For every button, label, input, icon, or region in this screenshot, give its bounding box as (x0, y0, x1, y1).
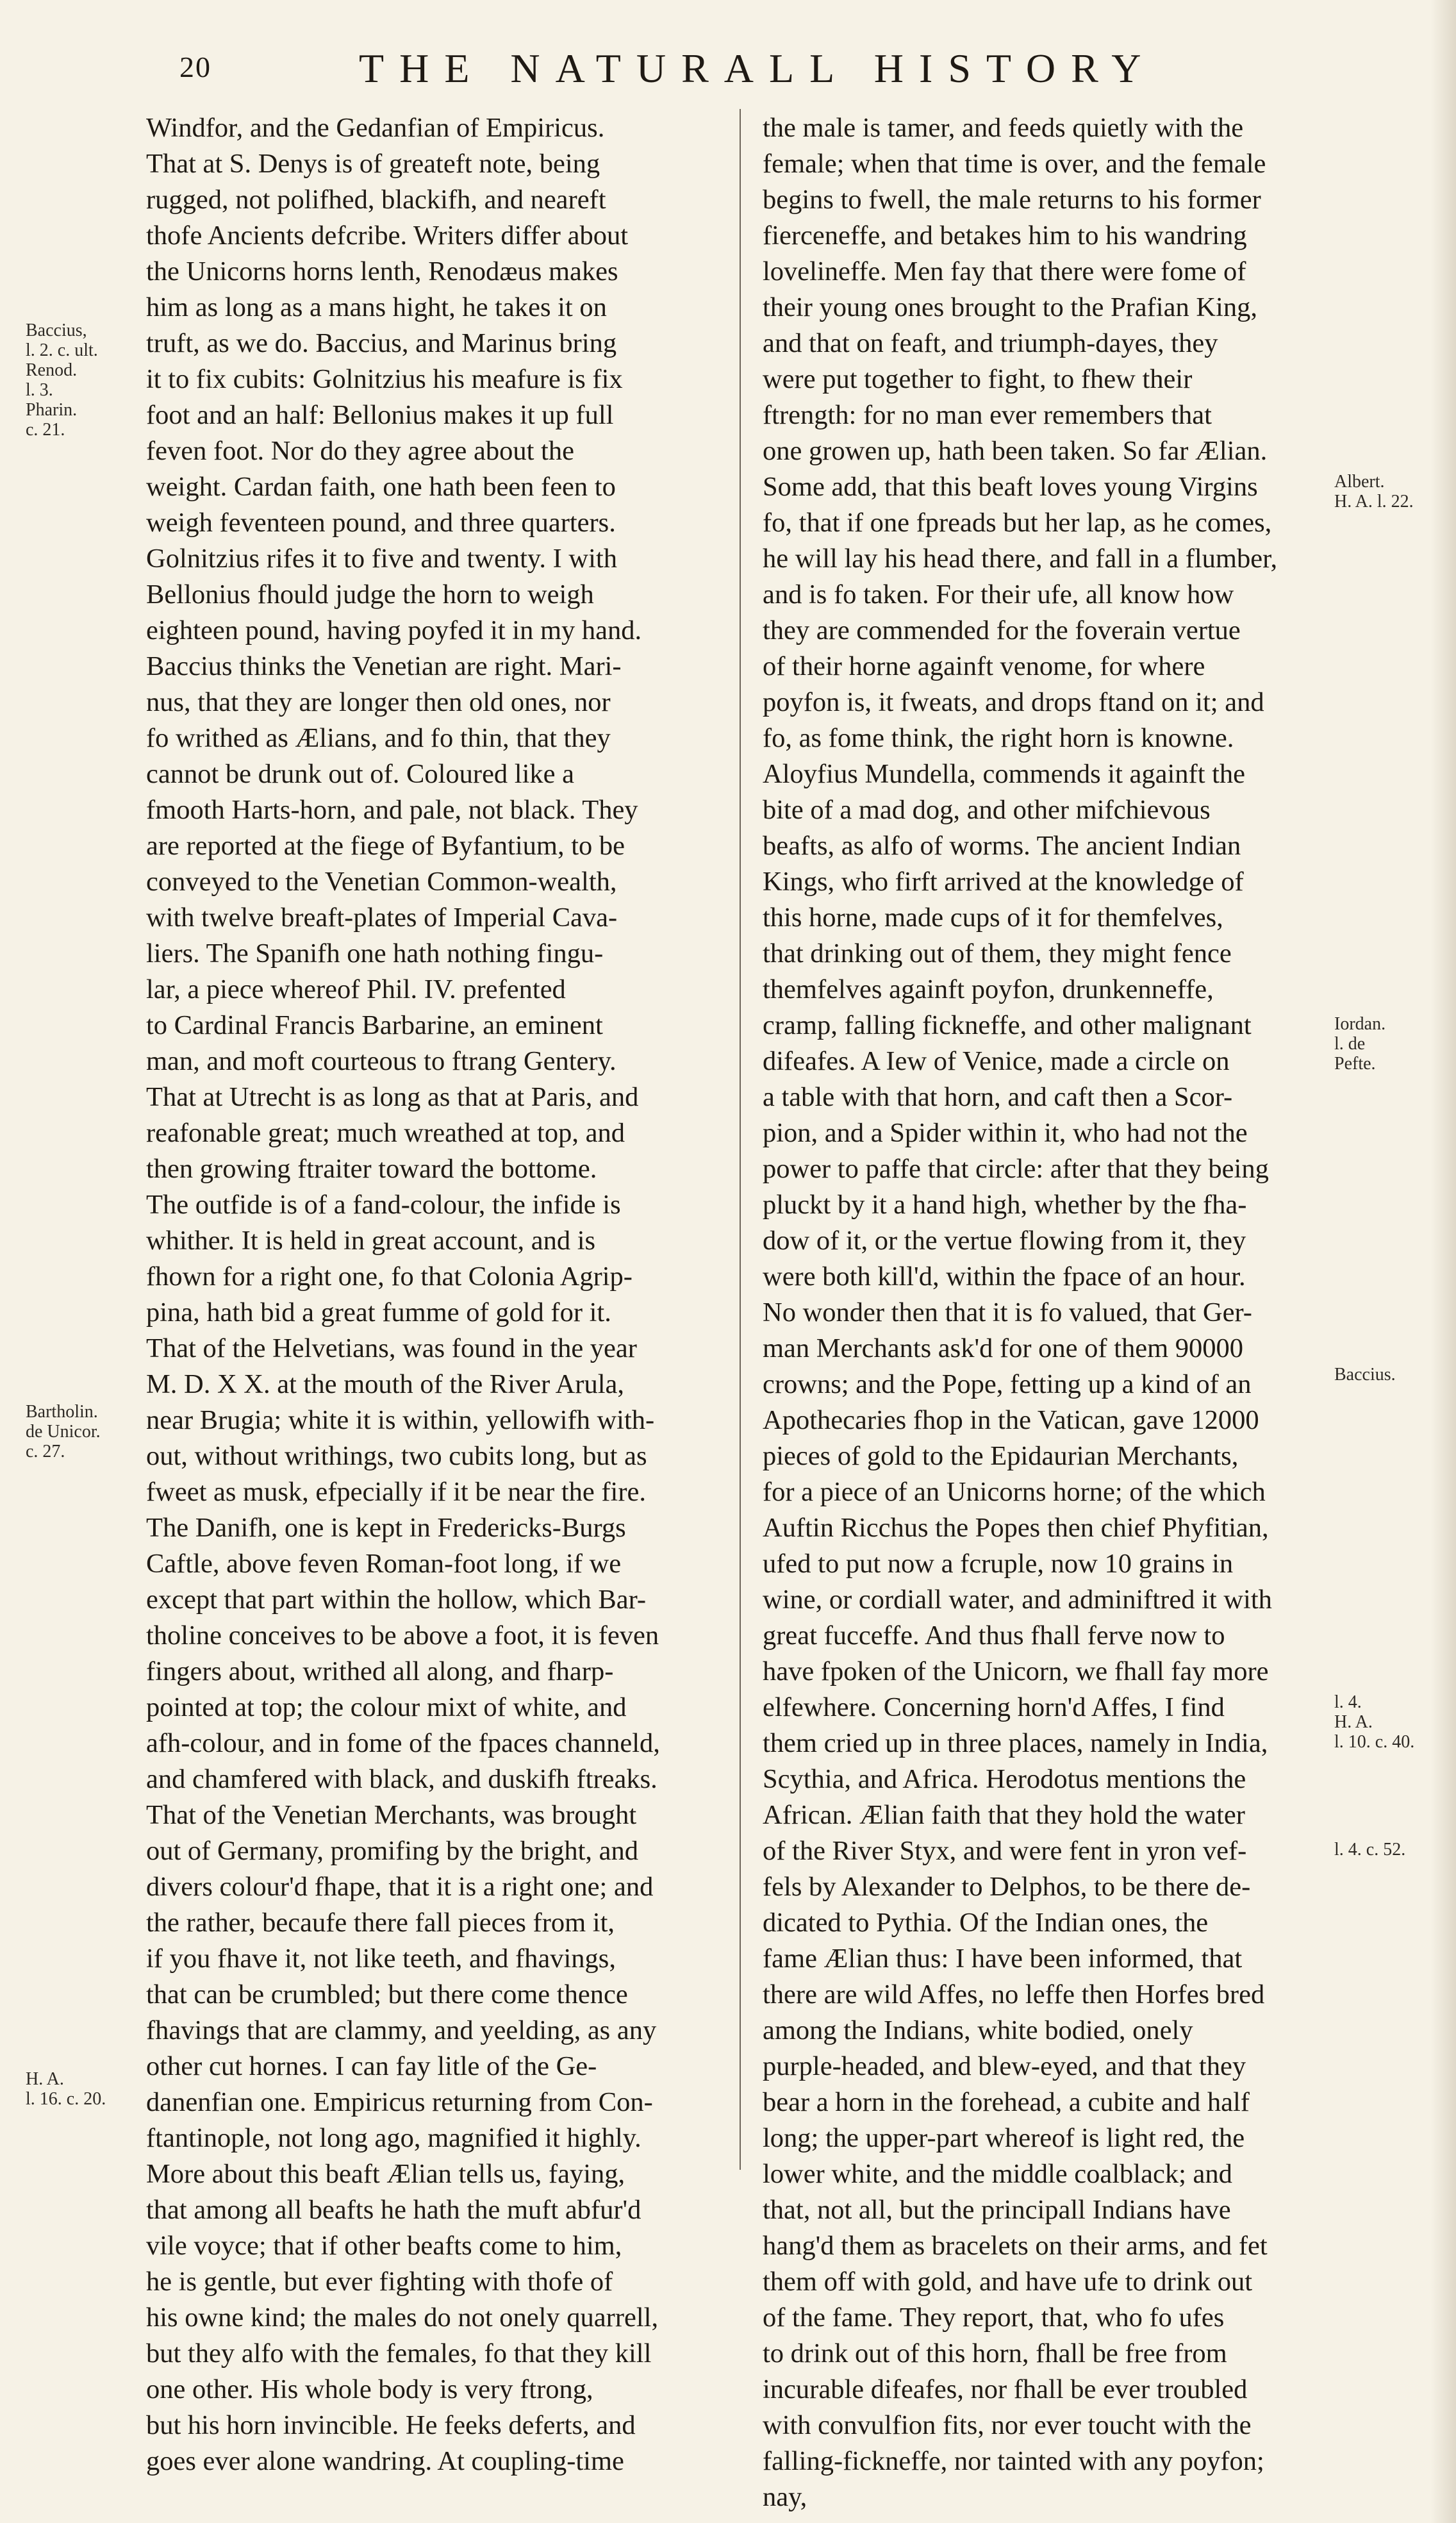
text-line: Bellonius fhould judge the horn to weigh (146, 579, 594, 610)
text-line: pina, hath bid a great fumme of gold for it. (146, 1297, 611, 1328)
text-line: hang'd them as bracelets on their arms, and fet (763, 2231, 1268, 2261)
text-line: great fucceffe. And thus fhall ferve now to (763, 1620, 1225, 1651)
text-line: him as long as a mans hight, he takes it on (146, 292, 607, 322)
text-line: ftrength: for no man ever remembers that (763, 400, 1212, 430)
text-line: fmooth Harts-horn, and pale, not black. They (146, 795, 638, 825)
text-line: of the fame. They report, that, who fo ufes (763, 2302, 1225, 2333)
text-line: weigh feventeen pound, and three quarters. (146, 508, 616, 538)
text-line: The Danifh, one is kept in Fredericks-Burgs (146, 1513, 626, 1543)
text-line: fo, that if one fpreads but her lap, as he comes, (763, 508, 1272, 538)
text-line: afh-colour, and in fome of the fpaces channeld, (146, 1728, 660, 1758)
text-line: crowns; and the Pope, fetting up a kind of an (763, 1369, 1252, 1399)
text-line: with twelve breaft-plates of Imperial Cava- (146, 903, 618, 933)
text-line: then growing ftraiter toward the bottome. (146, 1154, 597, 1184)
text-line: lovelineffe. Men fay that there were fome of (763, 256, 1246, 287)
text-line: falling-fickneffe, nor tainted with any poyfon; (763, 2446, 1264, 2476)
text-line: one growen up, hath been taken. So far Ælian. (763, 436, 1268, 466)
text-line: No wonder then that it is fo valued, that Ger- (763, 1297, 1252, 1328)
page-edge-shading (1430, 0, 1456, 2523)
text-line: reafonable great; much wreathed at top, and (146, 1118, 625, 1148)
margin-note-line: c. 21. (26, 420, 65, 440)
text-line: beafts, as alfo of worms. The ancient Indian (763, 831, 1241, 861)
text-line: foot and an half: Bellonius makes it up full (146, 400, 614, 430)
text-line: but his horn invincible. He feeks deferts, and (146, 2410, 636, 2440)
text-line: power to paffe that circle: after that they being (763, 1154, 1269, 1184)
text-line: that among all beafts he hath the muft abfur'd (146, 2195, 641, 2225)
text-line: but they alfo with the females, fo that they kill (146, 2338, 652, 2369)
margin-note-l4-ha (1334, 1692, 1414, 1752)
margin-note-baccius (26, 321, 98, 440)
text-line: goes ever alone wandring. At coupling-time (146, 2446, 624, 2476)
text-line: except that part within the hollow, which Bar- (146, 1585, 647, 1615)
text-line: that can be crumbled; but there come thence (146, 1979, 628, 2010)
margin-note-line: l. 16. c. 20. (26, 2089, 106, 2109)
text-line: other cut hornes. I can fay litle of the Ge- (146, 2051, 597, 2081)
text-line: there are wild Affes, no leffe then Horfes bred (763, 1979, 1265, 2010)
text-line: fo, as fome think, the right horn is knowne. (763, 723, 1234, 753)
text-line: bear a horn in the forehead, a cubite and half (763, 2087, 1250, 2117)
text-line: fhown for a right one, fo that Colonia Agrip- (146, 1262, 633, 1292)
text-line: them cried up in three places, namely in India, (763, 1728, 1268, 1758)
text-line: of the River Styx, and were fent in yron vef- (763, 1836, 1247, 1866)
text-line: difeafes. A Iew of Venice, made a circle on (763, 1046, 1230, 1076)
margin-note-line: Albert. (1334, 472, 1385, 492)
text-line: ftantinople, not long ago, magnified it highly. (146, 2123, 641, 2153)
page-number: 20 (179, 51, 211, 83)
margin-note-line: l. de (1334, 1034, 1366, 1054)
text-line: fingers about, writhed all along, and fharp- (146, 1656, 614, 1686)
text-line: danenfian one. Empiricus returning from Con- (146, 2087, 653, 2117)
margin-note-line: l. 4. c. 52. (1334, 1840, 1406, 1860)
margin-note-line: l. 4. (1334, 1692, 1362, 1712)
margin-note-line: H. A. (26, 2069, 64, 2089)
text-line: poyfon is, it fweats, and drops ftand on it; and (763, 687, 1264, 717)
text-line: lower white, and the middle coalblack; and (763, 2159, 1232, 2189)
text-line: their young ones brought to the Prafian King, (763, 292, 1257, 322)
text-line: cannot be drunk out of. Coloured like a (146, 759, 575, 789)
text-line: nus, that they are longer then old ones, nor (146, 687, 611, 717)
text-line: the Unicorns horns lenth, Renodæus makes (146, 256, 618, 287)
text-line: a table with that horn, and caft then a Scor- (763, 1082, 1233, 1112)
text-line: That at S. Denys is of greateft note, being (146, 149, 600, 179)
margin-note-line: Pefte. (1334, 1054, 1376, 1074)
text-line: M. D. X X. at the mouth of the River Arula, (146, 1369, 624, 1399)
text-line: have fpoken of the Unicorn, we fhall fay more (763, 1656, 1269, 1686)
text-line: incurable difeafes, nor fhall be ever troubled (763, 2374, 1248, 2404)
text-line: among the Indians, white bodied, onely (763, 2015, 1193, 2045)
margin-note-line: Baccius, (26, 321, 87, 340)
text-line: the male is tamer, and feeds quietly with the (763, 113, 1244, 143)
text-line: fhavings that are clammy, and yeelding, as any (146, 2015, 657, 2045)
text-line: fo writhed as Ælians, and fo thin, that they (146, 723, 611, 753)
text-line: Kings, who firft arrived at the knowledge of (763, 867, 1244, 897)
margin-note-line: Baccius. (1334, 1365, 1396, 1385)
margin-note-baccius-right (1334, 1365, 1396, 1385)
text-line: out of Germany, promifing by the bright, and (146, 1836, 638, 1866)
text-line: cramp, falling fickneffe, and other malignant (763, 1010, 1252, 1040)
text-line: bite of a mad dog, and other mifchievous (763, 795, 1211, 825)
text-line: begins to fwell, the male returns to his former (763, 185, 1261, 215)
text-line: female; when that time is over, and the female (763, 149, 1266, 179)
text-line: that, not all, but the principall Indians have (763, 2195, 1231, 2225)
text-line: out, without writhings, two cubits long, but as (146, 1441, 647, 1471)
margin-note-line: Pharin. (26, 400, 78, 420)
text-line: whither. It is held in great account, and is (146, 1226, 596, 1256)
text-line: them off with gold, and have ufe to drink out (763, 2267, 1253, 2297)
text-line: The outfide is of a fand-colour, the infide is (146, 1190, 621, 1220)
margin-note-line: Iordan. (1334, 1014, 1386, 1034)
text-line: rugged, not polifhed, blackifh, and neareft (146, 185, 606, 215)
margin-note-line: Bartholin. (26, 1402, 98, 1422)
text-line: eighteen pound, having poyfed it in my hand. (146, 615, 642, 645)
text-line: Auftin Ricchus the Popes then chief Phyfitian, (763, 1513, 1269, 1543)
column-divider (740, 109, 741, 2170)
right-text-column (763, 110, 1327, 2515)
margin-note-line: H. A. l. 22. (1334, 492, 1414, 512)
text-line: purple-headed, and blew-eyed, and that they (763, 2051, 1246, 2081)
text-line: fierceneffe, and betakes him to his wandring (763, 221, 1247, 251)
text-line: man, and moft courteous to ftrang Gentery. (146, 1046, 616, 1076)
margin-note-bartholin (26, 1402, 101, 1461)
text-line: truft, as we do. Baccius, and Marinus bring (146, 328, 617, 358)
text-line: pieces of gold to the Epidaurian Merchants, (763, 1441, 1239, 1471)
text-line: feven foot. Nor do they agree about the (146, 436, 574, 466)
margin-note-line: Renod. (26, 360, 78, 380)
text-line: fweet as musk, efpecially if it be near the fire. (146, 1477, 647, 1507)
text-line: vile voyce; that if other beafts come to him, (146, 2231, 622, 2261)
text-line: were both kill'd, within the fpace of an hour. (763, 1262, 1246, 1292)
margin-note-line: c. 27. (26, 1442, 65, 1461)
text-line: Golnitzius rifes it to five and twenty. I with (146, 544, 617, 574)
text-line: with convulfion fits, nor ever toucht with the (763, 2410, 1252, 2440)
text-line: this horne, made cups of it for themfelves, (763, 903, 1223, 933)
text-line: pointed at top; the colour mixt of white, and (146, 1692, 627, 1722)
text-line: lar, a piece whereof Phil. IV. prefented (146, 974, 566, 1004)
text-line: one other. His whole body is very ftrong, (146, 2374, 593, 2404)
text-line: Scythia, and Africa. Herodotus mentions the (763, 1764, 1246, 1794)
text-line: it to fix cubits: Golnitzius his meafure is fix (146, 364, 623, 394)
margin-note-ha-16 (26, 2069, 106, 2109)
text-line: Caftle, above feven Roman-foot long, if we (146, 1549, 622, 1579)
left-text-column (146, 110, 729, 2479)
text-line: liers. The Spanifh one hath nothing fingu- (146, 938, 604, 969)
text-line: Aloyfius Mundella, commends it againft the (763, 759, 1246, 789)
running-head: THE NATURALL HISTORY (359, 46, 1157, 91)
text-line: Apothecaries fhop in the Vatican, gave 12000 (763, 1405, 1259, 1435)
margin-note-line: l. 10. c. 40. (1334, 1732, 1415, 1752)
text-line: he is gentle, but ever fighting with thofe of (146, 2267, 613, 2297)
text-line: dicated to Pythia. Of the Indian ones, the (763, 1908, 1209, 1938)
text-line: that drinking out of them, they might fence (763, 938, 1232, 969)
text-line: for a piece of an Unicorns horne; of the which (763, 1477, 1266, 1507)
text-line: and chamfered with black, and duskifh ftreaks. (146, 1764, 658, 1794)
text-line: dow of it, or the vertue flowing from it, they (763, 1226, 1246, 1256)
text-line: Baccius thinks the Venetian are right. Mari- (146, 651, 622, 681)
text-line: nay, (763, 2482, 807, 2512)
text-line: ufed to put now a fcruple, now 10 grains in (763, 1549, 1234, 1579)
text-line: fels by Alexander to Delphos, to be there de- (763, 1872, 1251, 1902)
text-line: fame Ælian thus: I have been informed, that (763, 1944, 1243, 1974)
text-line: That of the Venetian Merchants, was brought (146, 1800, 637, 1830)
text-line: wine, or cordiall water, and adminiftred it with (763, 1585, 1272, 1615)
text-line: if you fhave it, not like teeth, and fhavings, (146, 1944, 616, 1974)
text-line: weight. Cardan faith, one hath been feen to (146, 472, 616, 502)
text-line: to Cardinal Francis Barbarine, an eminent (146, 1010, 603, 1040)
text-line: That at Utrecht is as long as that at Paris, and (146, 1082, 639, 1112)
text-line: long; the upper-part whereof is light red, the (763, 2123, 1245, 2153)
margin-note-line: H. A. (1334, 1712, 1373, 1732)
text-line: divers colour'd fhape, that it is a right one; and (146, 1872, 654, 1902)
text-line: More about this beaft Ælian tells us, faying, (146, 2159, 625, 2189)
text-line: elfewhere. Concerning horn'd Affes, I find (763, 1692, 1225, 1722)
text-line: Windfor, and the Gedanfian of Empiricus. (146, 113, 605, 143)
text-line: pluckt by it a hand high, whether by the fha- (763, 1190, 1247, 1220)
margin-note-line: de Unicor. (26, 1422, 101, 1442)
text-line: themfelves againft poyfon, drunkenneffe, (763, 974, 1214, 1004)
margin-note-line: l. 3. (26, 380, 53, 400)
text-line: the rather, becaufe there fall pieces from it, (146, 1908, 615, 1938)
text-line: he will lay his head there, and fall in a flumber, (763, 544, 1278, 574)
text-line: Some add, that this beaft loves young Virgins (763, 472, 1258, 502)
text-line: and that on feaft, and triumph-dayes, they (763, 328, 1218, 358)
text-line: are reported at the fiege of Byfantium, to be (146, 831, 625, 861)
text-line: conveyed to the Venetian Common-wealth, (146, 867, 617, 897)
text-line: pion, and a Spider within it, who had not the (763, 1118, 1248, 1148)
text-line: That of the Helvetians, was found in the year (146, 1333, 637, 1363)
text-line: man Merchants ask'd for one of them 90000 (763, 1333, 1244, 1363)
text-line: tholine conceives to be above a foot, it is feven (146, 1620, 659, 1651)
text-line: were put together to fight, to fhew their (763, 364, 1193, 394)
text-line: near Brugia; white it is within, yellowifh with- (146, 1405, 655, 1435)
margin-note-l4-c52 (1334, 1840, 1405, 1860)
text-line: they are commended for the foverain vertue (763, 615, 1241, 645)
text-line: of their horne againft venome, for where (763, 651, 1205, 681)
text-line: African. Ælian faith that they hold the water (763, 1800, 1245, 1830)
text-line: thofe Ancients defcribe. Writers differ about (146, 221, 629, 251)
margin-note-line: l. 2. c. ult. (26, 340, 98, 360)
margin-note-albert (1334, 472, 1414, 512)
text-line: his owne kind; the males do not onely quarrell, (146, 2302, 659, 2333)
text-line: and is fo taken. For their ufe, all know how (763, 579, 1234, 610)
text-line: to drink out of this horn, fhall be free from (763, 2338, 1227, 2369)
margin-note-iordan (1334, 1014, 1386, 1074)
